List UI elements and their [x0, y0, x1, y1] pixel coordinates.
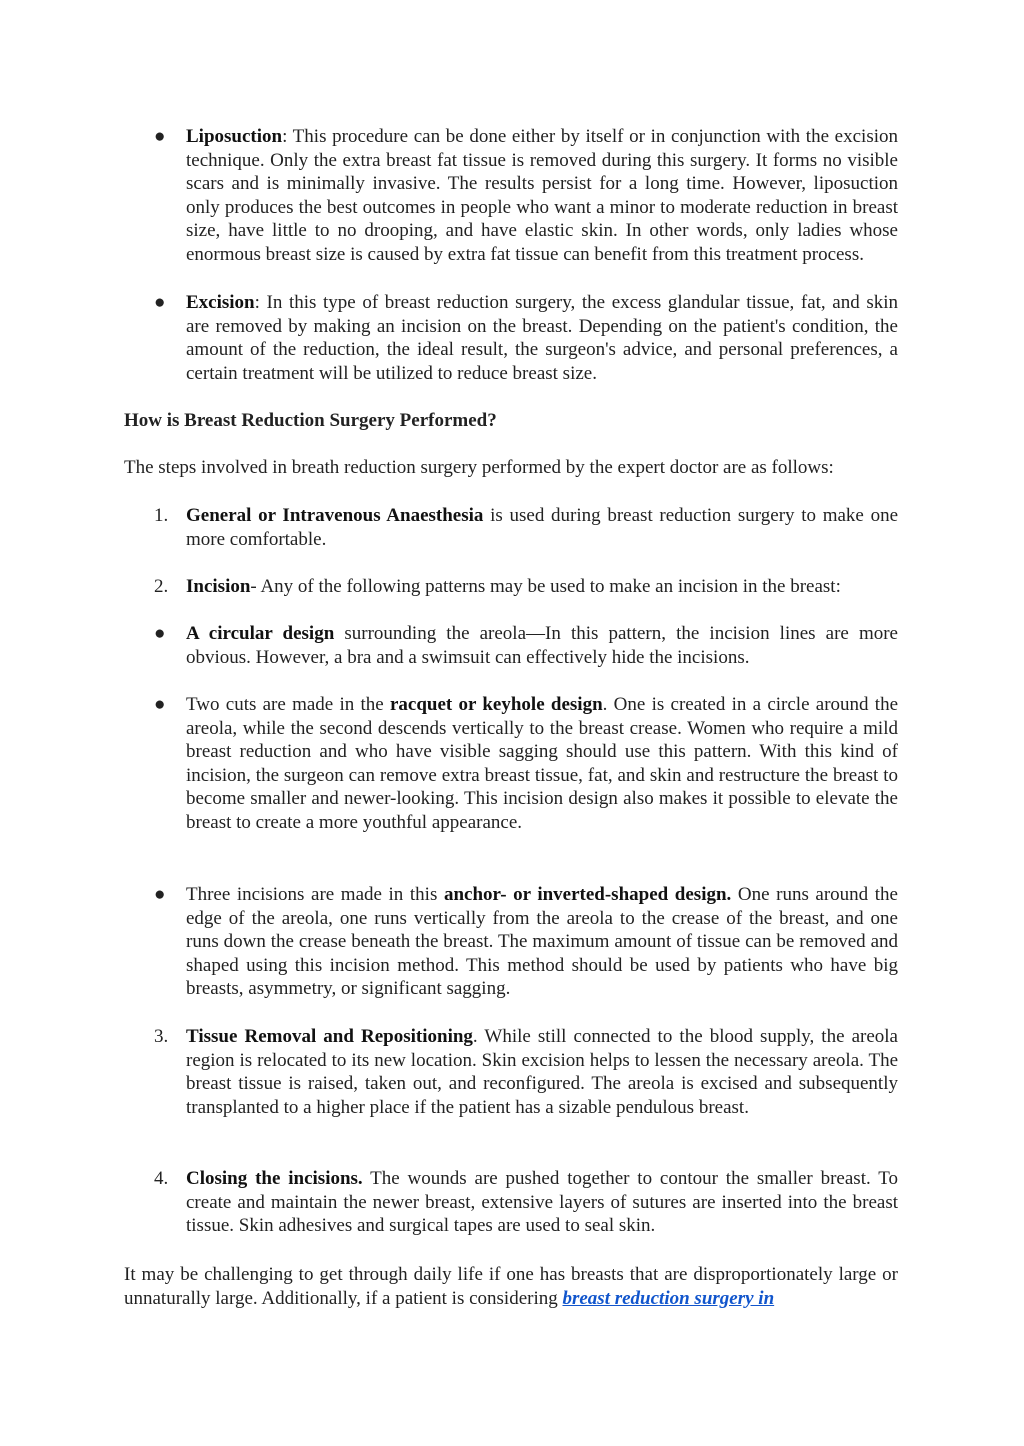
breast-reduction-link[interactable]: breast reduction surgery in	[562, 1287, 775, 1309]
intro-paragraph: The steps involved in breath reduction surgery performed by the expert doctor are as follows:	[124, 457, 834, 478]
pattern-anchor	[154, 883, 898, 1001]
bullet-marker: ●	[154, 623, 166, 644]
keyhole-text-after: . One is created in a circle around the areola, while the second descends vertically to the breast crease. Women who require a mild breast reduction and who have visible sagging should use this pattern. With this kind of incision, the surgeon can remove extra breast tissue, fat, and skin and restructure the breast to become smaller and newer-looking. This incision design also makes it possible to elevate the breast to create a more youthful appearance.	[186, 694, 899, 833]
excision-text: : In this type of breast reduction surgery, the excess glandular tissue, fat, and skin are removed by making an incision on the breast. Depending on the patient's condition, the amount of the reduction, the ideal result, the surgeon's advice, and personal preferences, a certain treatment will be utilized to reduce breast size.	[186, 292, 898, 384]
term-excision: Excision	[186, 292, 255, 313]
term-circular-design: A circular design	[186, 623, 335, 644]
step-number: 3.	[154, 1026, 169, 1047]
bullet-marker: ●	[154, 126, 166, 147]
term-anchor-design: anchor- or inverted-shaped design.	[443, 884, 732, 905]
closing-text: It may be challenging to get through daily life if one has breasts that are disproportionately large or unnaturally large. Additionally, if a patient is considering	[124, 1264, 898, 1309]
closing-step-text: The wounds are pushed together to contour the smaller breast. To create and maintain the newer breast, extensive layers of sutures are inserted into the breast tissue. Skin adhesives and surgical tapes are used to seal skin.	[186, 1168, 898, 1237]
term-closing: Closing the incisions.	[186, 1168, 363, 1189]
term-keyhole-design: racquet or keyhole design	[390, 694, 603, 715]
liposuction-text: : This procedure can be done either by itself or in conjunction with the excision technique. Only the extra breast fat tissue is removed during this surgery. It forms no visible scars and is minimally invasive. The results persist for a long time. However, liposuction only produces the best outcomes in people who want a minor to moderate reduction in breast size, have little to no drooping, and have elastic skin. In other words, only ladies whose enormous breast size is caused by extra fat tissue can benefit from this treatment process.	[186, 126, 898, 265]
section-heading: How is Breast Reduction Surgery Performed?	[124, 410, 497, 431]
bullet-liposuction	[154, 125, 898, 267]
term-tissue-removal: Tissue Removal and Repositioning	[186, 1026, 473, 1047]
circular-text: surrounding the areola—In this pattern, the incision lines are more obvious. However, a bra and a swimsuit can effectively hide the incisions.	[186, 623, 898, 668]
tissue-removal-text: . While still connected to the blood supply, the areola region is relocated to its new location. Skin excision helps to lessen the necessary areola. The breast tissue is raised, taken out, and reconfigured. The areola is excised and subsequently transplanted to a higher place if the patient has a sizable pendulous breast.	[186, 1026, 898, 1118]
keyhole-text-before: Two cuts are made in the	[186, 694, 390, 715]
bullet-excision	[154, 291, 898, 385]
step-anaesthesia	[154, 504, 899, 551]
term-liposuction: Liposuction	[186, 126, 283, 147]
term-incision: Incision	[186, 576, 251, 597]
anaesthesia-text: is used during breast reduction surgery to make one more comfortable.	[186, 505, 899, 550]
incision-text: - Any of the following patterns may be used to make an incision in the breast:	[250, 576, 841, 597]
step-tissue-removal	[154, 1025, 898, 1119]
bullet-marker: ●	[154, 292, 166, 313]
pattern-keyhole	[154, 693, 899, 835]
step-number: 1.	[154, 505, 169, 526]
anchor-text-before: Three incisions are made in this	[186, 884, 444, 905]
closing-paragraph	[124, 1263, 898, 1310]
step-closing	[154, 1167, 898, 1238]
pattern-circular	[154, 622, 898, 669]
bullet-marker: ●	[154, 884, 166, 905]
step-incision	[154, 575, 898, 599]
step-number: 2.	[154, 576, 169, 597]
bullet-marker: ●	[154, 694, 166, 715]
term-anaesthesia: General or Intravenous Anaesthesia	[186, 505, 484, 526]
step-number: 4.	[154, 1168, 169, 1189]
anchor-text-after: One runs around the edge of the areola, one runs vertically from the areola to the crease of the breast, and one runs down the crease beneath the breast. The maximum amount of tissue can be removed and shaped using this incision method. This method should be used by patients who have big breasts, asymmetry, or significant sagging.	[186, 884, 898, 1000]
